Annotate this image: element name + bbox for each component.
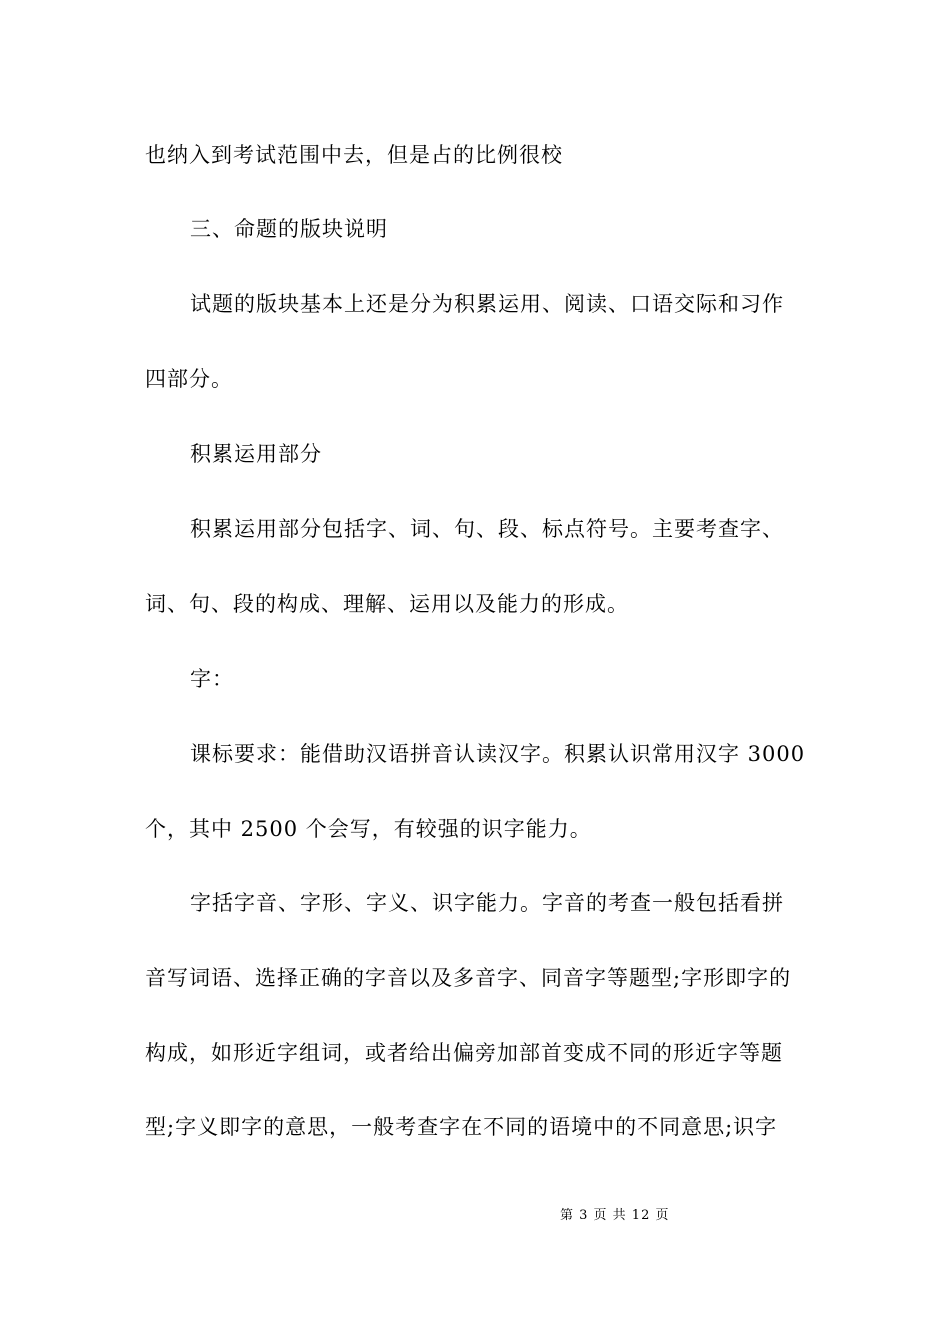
text-line: 构成，如形近字组词，或者给出偏旁加部首变成不同的形近字等题	[145, 1041, 783, 1065]
section-heading: 三、命题的版块说明	[190, 217, 388, 241]
subsection-heading: 字：	[190, 667, 234, 691]
page-number-footer: 第 3 页 共 12 页	[560, 1208, 670, 1223]
text-line: 字括字音、字形、字义、识字能力。字音的考查一般包括看拼	[190, 891, 784, 915]
text-line: 音写词语、选择正确的字音以及多音字、同音字等题型;字形即字的	[145, 966, 792, 990]
text-line: 积累运用部分包括字、词、句、段、标点符号。主要考查字、	[190, 517, 784, 541]
text-line: 词、句、段的构成、理解、运用以及能力的形成。	[145, 592, 629, 616]
text-line: 试题的版块基本上还是分为积累运用、阅读、口语交际和习作	[190, 292, 784, 316]
text-line: 课标要求：能借助汉语拼音认读汉字。积累认识常用汉字 3000	[190, 742, 806, 766]
subsection-heading: 积累运用部分	[190, 442, 322, 466]
text-line: 四部分。	[145, 367, 233, 391]
text-line: 个，其中 2500 个会写，有较强的识字能力。	[145, 817, 592, 841]
text-line: 型;字义即字的意思，一般考查字在不同的语境中的不同意思;识字	[145, 1115, 778, 1139]
text-line: 也纳入到考试范围中去，但是占的比例很校	[145, 143, 563, 167]
